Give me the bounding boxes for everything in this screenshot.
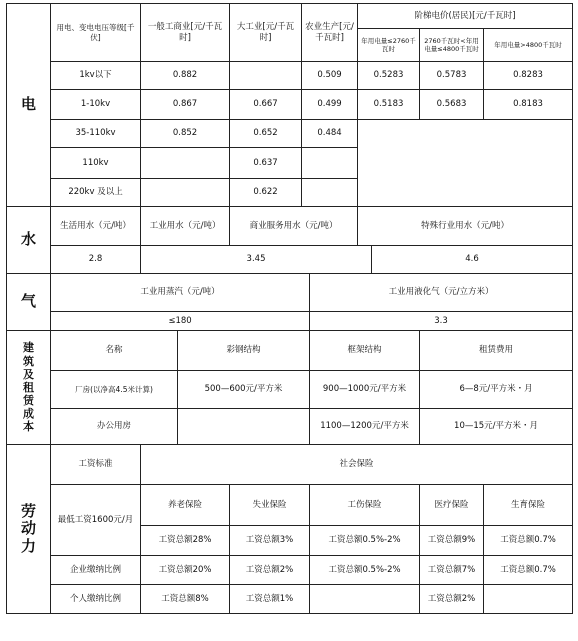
general-cell: 0.882 bbox=[141, 62, 230, 90]
header-social-insurance: 社会保险 bbox=[141, 445, 573, 485]
medical-employee-cell: 工资总额2% bbox=[420, 585, 484, 614]
header-tier-1: 年用电量≤2760千瓦时 bbox=[358, 29, 420, 62]
agriculture-cell: 0.509 bbox=[302, 62, 358, 90]
building-row bbox=[7, 371, 573, 409]
electricity-row bbox=[7, 62, 573, 90]
header-domestic-water: 生活用水（元/吨） bbox=[51, 207, 141, 246]
building-name-cell: 办公用房 bbox=[51, 409, 178, 445]
labor-row bbox=[7, 585, 573, 614]
frame-cell: 900—1000元/平方米 bbox=[310, 371, 420, 409]
voltage-cell: 220kv 及以上 bbox=[51, 179, 141, 207]
header-maternity-insurance: 生育保险 bbox=[484, 485, 573, 526]
tier2-cell: 0.5683 bbox=[420, 90, 484, 120]
header-unemployment-insurance: 失业保险 bbox=[230, 485, 310, 526]
unemployment-total-cell: 工资总额3% bbox=[230, 526, 310, 556]
header-pension-insurance: 养老保险 bbox=[141, 485, 230, 526]
voltage-cell: 1-10kv bbox=[51, 90, 141, 120]
min-wage-cell: 最低工资1600元/月 bbox=[51, 485, 141, 556]
electricity-row bbox=[7, 120, 573, 148]
frame-cell: 1100—1200元/平方米 bbox=[310, 409, 420, 445]
header-agriculture: 农业生产[元/千瓦时] bbox=[302, 4, 358, 62]
header-industrial-steam: 工业用蒸汽（元/吨） bbox=[51, 274, 310, 312]
pension-total-cell: 工资总额28% bbox=[141, 526, 230, 556]
industry-cell: 0.622 bbox=[230, 179, 302, 207]
agriculture-cell bbox=[302, 179, 358, 207]
agriculture-cell: 0.499 bbox=[302, 90, 358, 120]
maternity-employee-cell bbox=[484, 585, 573, 614]
building-row bbox=[7, 409, 573, 445]
voltage-cell: 110kv bbox=[51, 148, 141, 179]
industrial-commercial-water-value: 3.45 bbox=[141, 246, 372, 274]
tier3-cell: 0.8183 bbox=[484, 90, 573, 120]
special-water-value: 4.6 bbox=[372, 246, 573, 274]
medical-employer-cell: 工资总额7% bbox=[420, 556, 484, 585]
header-voltage-level: 用电、变电电压等级[千伏] bbox=[51, 4, 141, 62]
industry-cell bbox=[230, 62, 302, 90]
industrial-lng-value: 3.3 bbox=[310, 312, 573, 331]
cost-table-frame bbox=[6, 3, 572, 636]
category-water: 水 bbox=[7, 207, 51, 274]
voltage-cell: 35-110kv bbox=[51, 120, 141, 148]
header-building-name: 名称 bbox=[51, 331, 178, 371]
category-labor bbox=[7, 445, 51, 614]
tier3-cell: 0.8283 bbox=[484, 62, 573, 90]
category-electricity: 电 bbox=[7, 4, 51, 207]
tier2-cell: 0.5783 bbox=[420, 62, 484, 90]
unemployment-employee-cell: 工资总额1% bbox=[230, 585, 310, 614]
header-industrial-lng: 工业用液化气（元/立方米） bbox=[310, 274, 573, 312]
labor-row bbox=[7, 556, 573, 585]
steel-cell bbox=[178, 409, 310, 445]
unemployment-employer-cell: 工资总额2% bbox=[230, 556, 310, 585]
pension-employer-cell: 工资总额20% bbox=[141, 556, 230, 585]
injury-employee-cell bbox=[310, 585, 420, 614]
injury-employer-cell: 工资总额0.5%-2% bbox=[310, 556, 420, 585]
rent-cell: 10—15元/平方米・月 bbox=[420, 409, 573, 445]
header-large-industry: 大工业[元/千瓦时] bbox=[230, 4, 302, 62]
steel-cell: 500—600元/平方米 bbox=[178, 371, 310, 409]
general-cell bbox=[141, 148, 230, 179]
voltage-cell: 1kv以下 bbox=[51, 62, 141, 90]
header-frame-structure: 框架结构 bbox=[310, 331, 420, 371]
building-name-cell: 厂房(以净高4.5米计算) bbox=[51, 371, 178, 409]
employee-ratio-label: 个人缴纳比例 bbox=[51, 585, 141, 614]
general-cell: 0.852 bbox=[141, 120, 230, 148]
header-rent: 租赁费用 bbox=[420, 331, 573, 371]
header-tiered-residential: 阶梯电价(居民)[元/千瓦时] bbox=[358, 4, 573, 29]
pension-employee-cell: 工资总额8% bbox=[141, 585, 230, 614]
industry-cell: 0.652 bbox=[230, 120, 302, 148]
industrial-steam-value: ≤180 bbox=[51, 312, 310, 331]
tier1-cell: 0.5283 bbox=[358, 62, 420, 90]
injury-total-cell: 工资总额0.5%-2% bbox=[310, 526, 420, 556]
category-gas: 气 bbox=[7, 274, 51, 331]
header-injury-insurance: 工伤保险 bbox=[310, 485, 420, 526]
maternity-employer-cell: 工资总额0.7% bbox=[484, 556, 573, 585]
rent-cell: 6—8元/平方米・月 bbox=[420, 371, 573, 409]
header-special-water: 特殊行业用水（元/吨） bbox=[358, 207, 573, 246]
employer-ratio-label: 企业缴纳比例 bbox=[51, 556, 141, 585]
header-industrial-water: 工业用水（元/吨） bbox=[141, 207, 230, 246]
category-building bbox=[7, 331, 51, 445]
medical-total-cell: 工资总额9% bbox=[420, 526, 484, 556]
header-tier-3: 年用电量>4800千瓦时 bbox=[484, 29, 573, 62]
industry-cell: 0.667 bbox=[230, 90, 302, 120]
tier1-cell: 0.5183 bbox=[358, 90, 420, 120]
operating-cost-table bbox=[6, 3, 573, 614]
agriculture-cell bbox=[302, 148, 358, 179]
category-building-label: 建筑及租赁成本 bbox=[23, 341, 34, 434]
agriculture-cell: 0.484 bbox=[302, 120, 358, 148]
header-commercial-water: 商业服务用水（元/吨） bbox=[230, 207, 358, 246]
maternity-total-cell: 工资总额0.7% bbox=[484, 526, 573, 556]
general-cell: 0.867 bbox=[141, 90, 230, 120]
general-cell bbox=[141, 179, 230, 207]
header-steel-structure: 彩钢结构 bbox=[178, 331, 310, 371]
electricity-row bbox=[7, 90, 573, 120]
domestic-water-value: 2.8 bbox=[51, 246, 141, 274]
electricity-blank-area bbox=[358, 120, 573, 207]
header-wage-standard: 工资标准 bbox=[51, 445, 141, 485]
header-general-commercial: 一般工商业[元/千瓦时] bbox=[141, 4, 230, 62]
category-labor-label: 劳动力 bbox=[20, 502, 36, 555]
industry-cell: 0.637 bbox=[230, 148, 302, 179]
header-tier-2: 2760千瓦时<年用电量≤4800千瓦时 bbox=[420, 29, 484, 62]
header-medical-insurance: 医疗保险 bbox=[420, 485, 484, 526]
